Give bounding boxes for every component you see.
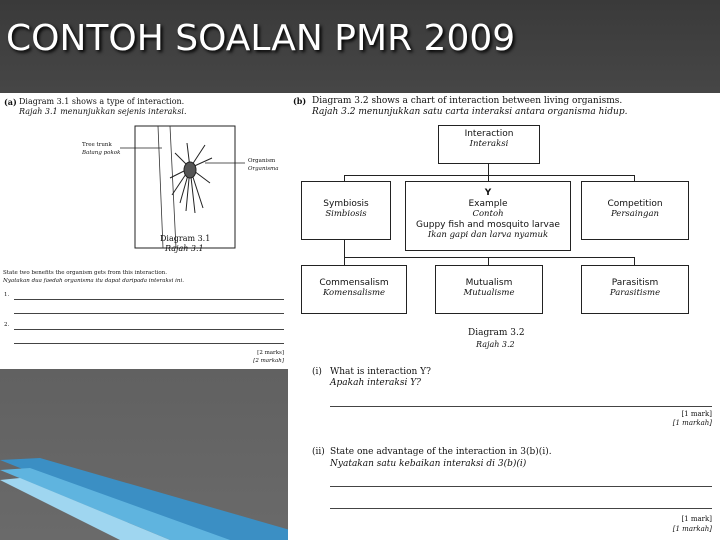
connector-level2-bar bbox=[344, 257, 635, 258]
example-label-en: Example bbox=[468, 199, 508, 209]
example-label-ms: Contoh bbox=[472, 209, 504, 219]
q1-text-ms: Apakah interaksi Y? bbox=[330, 378, 421, 388]
q2-answer-line-2[interactable] bbox=[330, 508, 712, 509]
chart-box-mutualism bbox=[435, 265, 543, 314]
answer-line-2b[interactable] bbox=[14, 343, 284, 344]
mutualism-label-en: Mutualism bbox=[465, 278, 513, 288]
part-a-label: (a) bbox=[4, 97, 17, 107]
answer-line-1b[interactable] bbox=[14, 313, 284, 314]
tree-trunk-shape bbox=[158, 126, 176, 248]
organism-label-en: Organism bbox=[248, 158, 276, 164]
parasitism-label-ms: Parasitisme bbox=[609, 288, 661, 298]
competition-label-en: Competition bbox=[607, 199, 663, 209]
organism-label-ms: Organisma bbox=[248, 166, 279, 172]
q1-marks-en: [1 mark] bbox=[681, 410, 712, 418]
tree-trunk-label-en: Tree trunk bbox=[82, 142, 112, 148]
answer-line-2a[interactable] bbox=[14, 329, 284, 330]
q2-marks-ms: [1 markah] bbox=[672, 525, 712, 533]
connector-level1-bar bbox=[344, 175, 635, 176]
slide-title: CONTOH SOALAN PMR 2009 bbox=[6, 18, 516, 59]
example-text-ms: Ikan gapi dan larva nyamuk bbox=[427, 230, 549, 240]
chart-box-y-example bbox=[405, 181, 571, 251]
diagram-3-1-caption-en: Diagram 3.1 bbox=[160, 234, 211, 243]
q1-answer-line[interactable] bbox=[330, 406, 712, 407]
q1-marks-ms: [1 markah] bbox=[672, 419, 712, 427]
diagram-3-1-caption-ms: Rajah 3.1 bbox=[165, 244, 204, 253]
symbiosis-label-ms: Simbiosis bbox=[325, 209, 367, 219]
q2-marks-en: [1 mark] bbox=[681, 515, 712, 523]
answer-line-1a[interactable] bbox=[14, 299, 284, 300]
decorative-stripes bbox=[0, 450, 290, 540]
q2-text-ms: Nyatakan satu kebaikan interaksi di 3(b)(i) bbox=[330, 459, 527, 469]
diagram-3-2-caption-ms: Rajah 3.2 bbox=[476, 340, 515, 349]
commensalism-label-en: Commensalism bbox=[319, 278, 389, 288]
part-a-marks-en: [2 marks] bbox=[257, 350, 284, 356]
example-text-en: Guppy fish and mosquito larvae bbox=[416, 220, 560, 230]
chart-box-symbiosis bbox=[301, 181, 391, 240]
q2-answer-line-1[interactable] bbox=[330, 486, 712, 487]
question-a-panel bbox=[0, 93, 288, 369]
q2-label: (ii) bbox=[312, 447, 325, 457]
symbiosis-label-en: Symbiosis bbox=[323, 199, 369, 209]
mutualism-label-ms: Mutualisme bbox=[463, 288, 515, 298]
part-a-question-ms: Nyatakan dua faedah organisma itu dapat daripada interaksi ini. bbox=[3, 278, 184, 284]
chart-box-competition bbox=[581, 181, 689, 240]
y-label: Y bbox=[484, 188, 492, 198]
answer-number-1: 1. bbox=[4, 292, 10, 298]
chart-box-interaction bbox=[438, 125, 540, 164]
part-b-intro-ms: Rajah 3.2 menunjukkan satu carta interaksi antara organisma hidup. bbox=[312, 107, 628, 117]
q2-text-en: State one advantage of the interaction in 3(b)(i). bbox=[330, 447, 552, 457]
connector-symbiosis-down bbox=[344, 238, 345, 265]
part-a-question-en: State two benefits the organism gets from this interaction. bbox=[3, 270, 167, 276]
part-a-intro-ms: Rajah 3.1 menunjukkan sejenis interaksi. bbox=[19, 107, 187, 116]
q1-text-en: What is interaction Y? bbox=[330, 367, 431, 377]
diagram-3-1 bbox=[0, 123, 288, 273]
answer-number-2: 2. bbox=[4, 322, 10, 328]
chart-box-parasitism bbox=[581, 265, 689, 314]
commensalism-label-ms: Komensalisme bbox=[322, 288, 386, 298]
tree-trunk-label-ms: Batang pokok bbox=[82, 150, 121, 156]
diagram-3-2-caption-en: Diagram 3.2 bbox=[468, 328, 525, 338]
part-b-label: (b) bbox=[293, 96, 307, 106]
part-a-marks-ms: [2 markah] bbox=[253, 358, 284, 364]
competition-label-ms: Persaingan bbox=[610, 209, 660, 219]
connector-mutualism bbox=[488, 257, 489, 265]
interaction-label-en: Interaction bbox=[464, 129, 514, 139]
connector-parasitism bbox=[634, 257, 635, 265]
interaction-label-ms: Interaksi bbox=[469, 139, 509, 149]
part-b-intro-en: Diagram 3.2 shows a chart of interaction between living organisms. bbox=[312, 96, 623, 106]
question-b-panel bbox=[288, 93, 720, 540]
part-a-intro-en: Diagram 3.1 shows a type of interaction. bbox=[19, 97, 185, 106]
chart-box-commensalism bbox=[301, 265, 407, 314]
parasitism-label-en: Parasitism bbox=[611, 278, 659, 288]
q1-label: (i) bbox=[312, 367, 322, 377]
organism-shape bbox=[170, 143, 212, 213]
